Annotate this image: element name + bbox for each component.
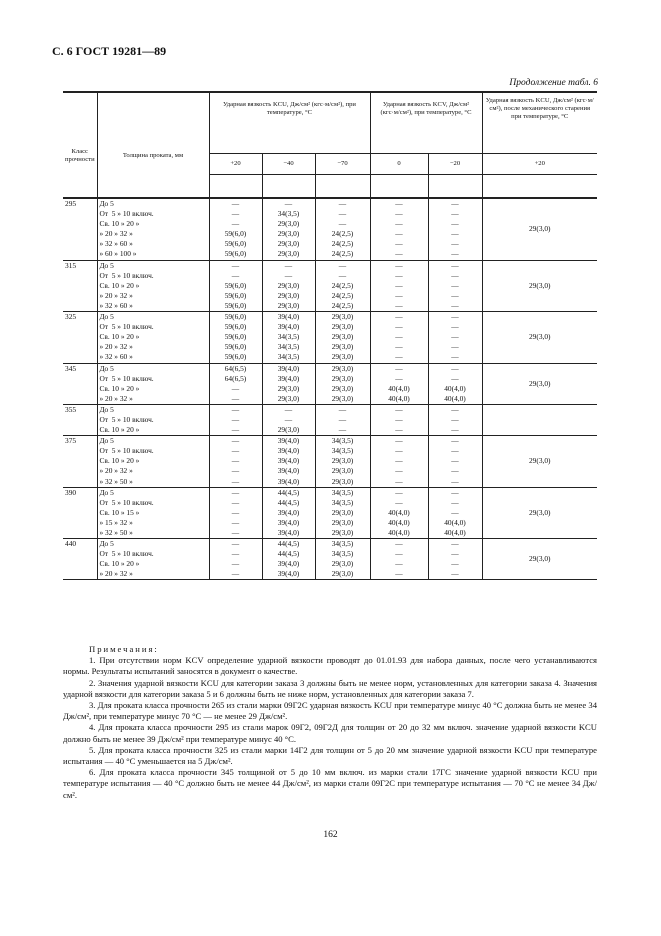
impact-value: 39(4,0) xyxy=(262,508,315,518)
impact-value: 39(4,0) xyxy=(262,446,315,456)
impact-strength-table xyxy=(63,91,597,580)
thickness-range: До 5 xyxy=(97,404,209,415)
temp-header: +20 xyxy=(482,154,597,175)
impact-value: — xyxy=(428,219,482,229)
aging-value: 29(3,0) xyxy=(482,312,597,363)
table-row xyxy=(63,198,597,209)
thickness-range: От 5 » 10 включ. xyxy=(97,322,209,332)
impact-value: — xyxy=(209,528,262,539)
impact-value: — xyxy=(370,415,428,425)
impact-value: 39(4,0) xyxy=(262,569,315,580)
thickness-range: От 5 » 10 включ. xyxy=(97,415,209,425)
impact-value: — xyxy=(428,456,482,466)
impact-value: — xyxy=(428,249,482,260)
impact-value: — xyxy=(209,446,262,456)
impact-value: 39(4,0) xyxy=(262,322,315,332)
impact-value: 29(3,0) xyxy=(315,477,370,488)
strength-class: 315 xyxy=(65,260,77,270)
impact-value: — xyxy=(370,291,428,301)
note-5: 5. Для проката класса прочности 325 из стали марки 14Г2 для толщин от 5 до 20 мм значение ударной вязкости KCU при температуре испытания — 40 °С уменьшается на 5 Дж/см². xyxy=(63,744,597,767)
impact-value: — xyxy=(428,498,482,508)
impact-value: 29(3,0) xyxy=(262,425,315,436)
impact-value: 29(3,0) xyxy=(315,569,370,580)
impact-value: — xyxy=(428,332,482,342)
strength-class: 440 xyxy=(65,539,77,549)
temp-header: −20 xyxy=(428,154,482,175)
impact-value: 59(6,0) xyxy=(209,332,262,342)
impact-value: 29(3,0) xyxy=(262,301,315,312)
impact-value: 39(4,0) xyxy=(262,374,315,384)
impact-value: 34(3,5) xyxy=(315,498,370,508)
impact-value: 29(3,0) xyxy=(262,239,315,249)
impact-value: — xyxy=(428,322,482,332)
impact-value: — xyxy=(370,498,428,508)
impact-value: 34(3,5) xyxy=(315,436,370,447)
impact-value: 29(3,0) xyxy=(315,312,370,323)
impact-value: — xyxy=(315,209,370,219)
impact-value: 34(3,5) xyxy=(315,539,370,550)
thickness-range: Св. 10 » 20 » xyxy=(97,456,209,466)
impact-value: — xyxy=(428,342,482,352)
impact-value: 34(3,5) xyxy=(262,352,315,363)
impact-value: — xyxy=(370,209,428,219)
impact-value: — xyxy=(370,301,428,312)
impact-value: — xyxy=(428,559,482,569)
strength-class: 355 xyxy=(65,404,77,414)
impact-value: — xyxy=(370,342,428,352)
impact-value: — xyxy=(370,487,428,498)
thickness-range: Св. 10 » 20 » xyxy=(97,219,209,229)
thickness-range: От 5 » 10 включ. xyxy=(97,209,209,219)
impact-value: 39(4,0) xyxy=(262,436,315,447)
impact-value: — xyxy=(209,466,262,476)
impact-value: 29(3,0) xyxy=(315,466,370,476)
impact-value: 39(4,0) xyxy=(262,466,315,476)
impact-value: 34(3,5) xyxy=(262,209,315,219)
impact-value: 44(4,5) xyxy=(262,498,315,508)
impact-value: — xyxy=(209,425,262,436)
impact-value: — xyxy=(428,281,482,291)
aging-value: 29(3,0) xyxy=(482,363,597,404)
note-3: 3. Для проката класса прочности 265 из стали марки 09Г2С ударная вязкость KCU при температуре минус 40 °С должна быть не менее 34 Дж/см², при температуре минус 70 °С — не менее 29 Дж/см². xyxy=(63,700,597,722)
impact-value: — xyxy=(209,518,262,528)
impact-value: — xyxy=(209,539,262,550)
aging-value: 29(3,0) xyxy=(482,436,597,487)
impact-value: — xyxy=(370,456,428,466)
thickness-range: От 5 » 10 включ. xyxy=(97,549,209,559)
impact-value: 29(3,0) xyxy=(262,291,315,301)
impact-value: — xyxy=(370,352,428,363)
table-row xyxy=(63,312,597,323)
impact-value: — xyxy=(428,477,482,488)
thickness-range: » 15 » 32 » xyxy=(97,518,209,528)
col-header-thickness: Толщина проката, мм xyxy=(97,92,209,198)
impact-value: 34(3,5) xyxy=(315,549,370,559)
impact-value: — xyxy=(209,508,262,518)
table-row xyxy=(63,260,597,271)
impact-value: 40(4,0) xyxy=(370,508,428,518)
thickness-range: До 5 xyxy=(97,260,209,271)
impact-value: — xyxy=(209,498,262,508)
impact-value: 29(3,0) xyxy=(262,281,315,291)
impact-value: 29(3,0) xyxy=(262,394,315,405)
impact-value: 59(6,0) xyxy=(209,301,262,312)
impact-value: 29(3,0) xyxy=(315,394,370,405)
impact-value: 39(4,0) xyxy=(262,456,315,466)
col-header-class: Класс прочности xyxy=(65,147,95,163)
impact-value: — xyxy=(262,260,315,271)
impact-value: 40(4,0) xyxy=(428,384,482,394)
note-1: 1. При отсутствии норм KCV определение ударной вязкости проводят до 01.01.93 для набора данных, после чего устанавливаются нормы. Результаты испытаний заносятся в документ о качестве. xyxy=(63,655,597,677)
impact-value: — xyxy=(370,559,428,569)
impact-value: 40(4,0) xyxy=(370,384,428,394)
thickness-range: До 5 xyxy=(97,436,209,447)
impact-value: — xyxy=(370,198,428,209)
impact-value: — xyxy=(428,374,482,384)
impact-value: — xyxy=(315,219,370,229)
impact-value: — xyxy=(370,374,428,384)
impact-value: — xyxy=(315,404,370,415)
table-row xyxy=(63,487,597,498)
impact-value: — xyxy=(209,487,262,498)
impact-value: 29(3,0) xyxy=(262,219,315,229)
impact-value: — xyxy=(209,198,262,209)
impact-value: 29(3,0) xyxy=(315,342,370,352)
impact-value: — xyxy=(315,415,370,425)
impact-value: — xyxy=(370,569,428,580)
impact-value: — xyxy=(428,569,482,580)
impact-value: 40(4,0) xyxy=(370,528,428,539)
impact-value: 24(2,5) xyxy=(315,249,370,260)
impact-value: 29(3,0) xyxy=(262,384,315,394)
impact-value: — xyxy=(428,209,482,219)
impact-value: 59(6,0) xyxy=(209,249,262,260)
strength-class: 390 xyxy=(65,487,77,497)
impact-value: — xyxy=(370,404,428,415)
impact-value: — xyxy=(428,352,482,363)
impact-value: 44(4,5) xyxy=(262,487,315,498)
table-continuation-label: Продолжение табл. 6 xyxy=(509,78,598,88)
thickness-range: » 32 » 60 » xyxy=(97,239,209,249)
thickness-range: » 32 » 60 » xyxy=(97,301,209,312)
impact-value: 24(2,5) xyxy=(315,281,370,291)
col-header-kcv: Ударная вязкость KCV, Дж/см² (кгс·м/см²), при температуре, °С xyxy=(370,92,482,154)
impact-value: — xyxy=(428,301,482,312)
impact-value: — xyxy=(428,436,482,447)
strength-class: 375 xyxy=(65,436,77,446)
aging-value: 29(3,0) xyxy=(482,539,597,580)
table-row xyxy=(63,539,597,550)
impact-value: 24(2,5) xyxy=(315,291,370,301)
page-header: С. 6 ГОСТ 19281—89 xyxy=(52,44,167,58)
note-2: 2. Значения ударной вязкости KCU для категории заказа 3 должны быть не менее норм, установленных для категории заказа 4. Значения ударной вязкости для категории заказа 5 и 6 должны быть не ниже норм, установленных для категории заказа 7. xyxy=(63,677,597,699)
impact-value: — xyxy=(428,466,482,476)
impact-value: — xyxy=(262,415,315,425)
impact-value: 29(3,0) xyxy=(262,229,315,239)
impact-value: — xyxy=(209,477,262,488)
impact-value: 39(4,0) xyxy=(262,518,315,528)
impact-value: — xyxy=(315,425,370,436)
notes-section xyxy=(63,644,597,801)
thickness-range: » 32 » 60 » xyxy=(97,352,209,363)
impact-value: 59(6,0) xyxy=(209,322,262,332)
impact-value: — xyxy=(428,271,482,281)
impact-value: — xyxy=(428,363,482,374)
impact-value: — xyxy=(370,260,428,271)
impact-value: — xyxy=(428,291,482,301)
impact-value: — xyxy=(315,271,370,281)
impact-value: — xyxy=(209,219,262,229)
impact-value: 59(6,0) xyxy=(209,229,262,239)
impact-value: 39(4,0) xyxy=(262,312,315,323)
impact-value: 34(3,5) xyxy=(262,342,315,352)
thickness-range: Св. 10 » 20 » xyxy=(97,384,209,394)
note-4: 4. Для проката класса прочности 295 из стали марок 09Г2, 09Г2Д для толщин от 20 до 32 мм включ. значение ударной вязкости KCU должно быть не менее 39 Дж/см² при температуре минус 40 °С. xyxy=(63,722,597,744)
impact-value: — xyxy=(428,260,482,271)
thickness-range: До 5 xyxy=(97,312,209,323)
thickness-range: Св. 10 » 20 » xyxy=(97,559,209,569)
impact-value: — xyxy=(315,260,370,271)
impact-value: — xyxy=(209,384,262,394)
impact-value: — xyxy=(428,404,482,415)
thickness-range: До 5 xyxy=(97,539,209,550)
impact-value: 29(3,0) xyxy=(315,384,370,394)
impact-value: — xyxy=(262,271,315,281)
impact-value: 44(4,5) xyxy=(262,549,315,559)
impact-value: — xyxy=(209,569,262,580)
impact-value: 29(3,0) xyxy=(315,559,370,569)
impact-value: 40(4,0) xyxy=(428,394,482,405)
aging-value: 29(3,0) xyxy=(482,487,597,538)
impact-value: — xyxy=(370,477,428,488)
thickness-range: » 32 » 50 » xyxy=(97,477,209,488)
impact-value: 40(4,0) xyxy=(370,394,428,405)
impact-value: — xyxy=(428,229,482,239)
notes-title: Примечания: xyxy=(89,644,159,654)
impact-value: 40(4,0) xyxy=(428,518,482,528)
impact-value: — xyxy=(209,404,262,415)
thickness-range: От 5 » 10 включ. xyxy=(97,271,209,281)
thickness-range: До 5 xyxy=(97,198,209,209)
impact-value: — xyxy=(209,415,262,425)
impact-value: — xyxy=(370,549,428,559)
aging-value xyxy=(482,404,597,435)
impact-value: — xyxy=(262,404,315,415)
impact-value: — xyxy=(428,549,482,559)
impact-value: 59(6,0) xyxy=(209,312,262,323)
impact-value: 29(3,0) xyxy=(315,352,370,363)
impact-value: 40(4,0) xyxy=(370,518,428,528)
table-row xyxy=(63,363,597,374)
impact-value: — xyxy=(370,249,428,260)
thickness-range: От 5 » 10 включ. xyxy=(97,498,209,508)
impact-value: 39(4,0) xyxy=(262,559,315,569)
impact-value: — xyxy=(209,260,262,271)
impact-value: 34(3,5) xyxy=(315,487,370,498)
impact-value: — xyxy=(209,209,262,219)
impact-value: 29(3,0) xyxy=(315,363,370,374)
impact-value: — xyxy=(428,415,482,425)
impact-value: — xyxy=(370,322,428,332)
impact-value: 64(6,5) xyxy=(209,374,262,384)
temp-header: +20 xyxy=(209,154,262,175)
thickness-range: Св. 10 » 20 » xyxy=(97,281,209,291)
col-header-aging: Ударная вязкость KCU, Дж/см² (кгс·м/см²), после механического старения при температуре, °С xyxy=(482,92,597,154)
impact-value: 59(6,0) xyxy=(209,352,262,363)
thickness-range: Св. 10 » 20 » xyxy=(97,332,209,342)
thickness-range: Св. 10 » 20 » xyxy=(97,425,209,436)
impact-value: 59(6,0) xyxy=(209,239,262,249)
impact-value: 59(6,0) xyxy=(209,281,262,291)
strength-class: 295 xyxy=(65,199,77,208)
thickness-range: » 20 » 32 » xyxy=(97,466,209,476)
impact-value: 29(3,0) xyxy=(315,332,370,342)
impact-value: 29(3,0) xyxy=(315,374,370,384)
impact-value: 59(6,0) xyxy=(209,342,262,352)
thickness-range: » 20 » 32 » xyxy=(97,394,209,405)
impact-value: — xyxy=(428,198,482,209)
temp-header: −40 xyxy=(262,154,315,175)
impact-value: 24(2,5) xyxy=(315,239,370,249)
impact-value: 39(4,0) xyxy=(262,477,315,488)
thickness-range: » 20 » 32 » xyxy=(97,342,209,352)
impact-value: — xyxy=(209,559,262,569)
impact-value: 24(2,5) xyxy=(315,229,370,239)
impact-value: — xyxy=(370,436,428,447)
impact-value: — xyxy=(428,487,482,498)
thickness-range: » 60 » 100 » xyxy=(97,249,209,260)
strength-class: 325 xyxy=(65,312,77,322)
impact-value: 39(4,0) xyxy=(262,528,315,539)
impact-value: — xyxy=(370,219,428,229)
thickness-range: » 20 » 32 » xyxy=(97,569,209,580)
thickness-range: » 32 » 50 » xyxy=(97,528,209,539)
note-6: 6. Для проката класса прочности 345 толщиной от 5 до 10 мм включ. из марки стали 17ГС значение ударной вязкости KCU при температуре испытания — 40 °С должно быть не менее 44 Дж/см², из марки стали 09Г2С при температуре испытания — 70 °С не менее 34 Дж/см². xyxy=(63,767,597,800)
impact-value: — xyxy=(428,446,482,456)
page-number: 162 xyxy=(323,830,338,840)
col-header-kcu: Ударная вязкость KCU, Дж/см² (кгс·м/см²), при температуре, °С xyxy=(209,92,370,154)
impact-value: — xyxy=(209,436,262,447)
impact-value: — xyxy=(209,271,262,281)
impact-value: — xyxy=(370,281,428,291)
impact-value: — xyxy=(209,394,262,405)
impact-value: — xyxy=(428,508,482,518)
impact-value: — xyxy=(370,332,428,342)
impact-value: — xyxy=(428,539,482,550)
aging-value: 29(3,0) xyxy=(482,198,597,260)
temp-header: −70 xyxy=(315,154,370,175)
thickness-range: Св. 10 » 15 » xyxy=(97,508,209,518)
impact-value: — xyxy=(209,549,262,559)
thickness-range: От 5 » 10 включ. xyxy=(97,374,209,384)
table-row xyxy=(63,436,597,447)
impact-value: 39(4,0) xyxy=(262,363,315,374)
impact-value: 29(3,0) xyxy=(315,456,370,466)
table-row xyxy=(63,404,597,415)
impact-value: — xyxy=(370,539,428,550)
impact-value: 64(6,5) xyxy=(209,363,262,374)
impact-value: — xyxy=(428,425,482,436)
impact-value: 34(3,5) xyxy=(315,446,370,456)
impact-value: 29(3,0) xyxy=(315,518,370,528)
impact-value: — xyxy=(370,363,428,374)
impact-value: — xyxy=(315,198,370,209)
thickness-range: » 20 » 32 » xyxy=(97,291,209,301)
impact-value: 40(4,0) xyxy=(428,528,482,539)
thickness-range: » 20 » 32 » xyxy=(97,229,209,239)
impact-value: 59(6,0) xyxy=(209,291,262,301)
impact-value: — xyxy=(370,229,428,239)
impact-value: 34(3,5) xyxy=(262,332,315,342)
impact-value: — xyxy=(209,456,262,466)
impact-value: 44(4,5) xyxy=(262,539,315,550)
impact-value: 29(3,0) xyxy=(315,528,370,539)
impact-value: — xyxy=(428,312,482,323)
temp-header: 0 xyxy=(370,154,428,175)
strength-class: 345 xyxy=(65,363,77,373)
impact-value: — xyxy=(370,446,428,456)
thickness-range: До 5 xyxy=(97,487,209,498)
impact-value: — xyxy=(370,425,428,436)
impact-value: 29(3,0) xyxy=(315,508,370,518)
thickness-range: От 5 » 10 включ. xyxy=(97,446,209,456)
impact-value: — xyxy=(370,271,428,281)
impact-value: 29(3,0) xyxy=(315,322,370,332)
impact-value: 24(2,5) xyxy=(315,301,370,312)
impact-value: — xyxy=(370,312,428,323)
impact-value: 29(3,0) xyxy=(262,249,315,260)
aging-value: 29(3,0) xyxy=(482,260,597,311)
thickness-range: До 5 xyxy=(97,363,209,374)
impact-value: — xyxy=(428,239,482,249)
impact-value: — xyxy=(262,198,315,209)
impact-value: — xyxy=(370,466,428,476)
impact-value: — xyxy=(370,239,428,249)
